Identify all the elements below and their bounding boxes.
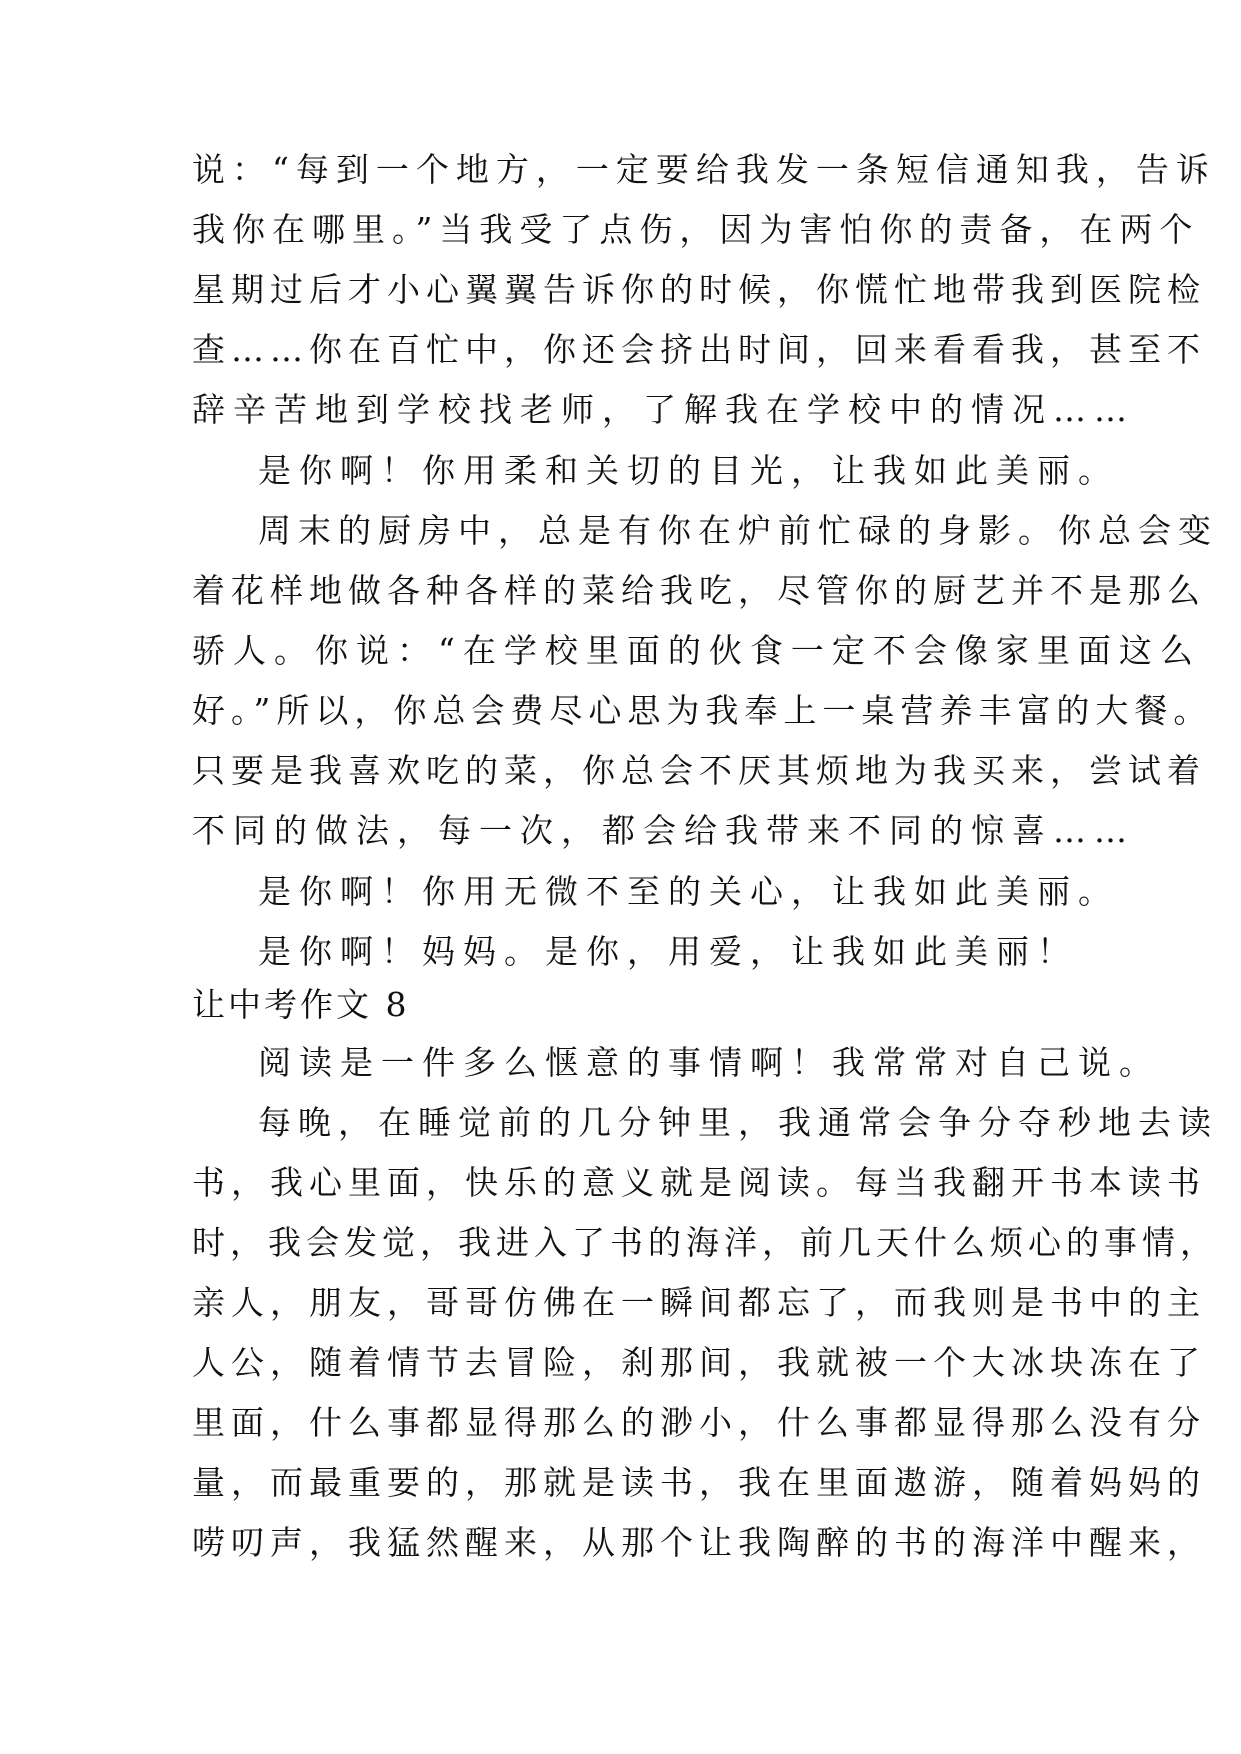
text-line: 亲人，朋友，哥哥仿佛在一瞬间都忘了，而我则是书中的主 <box>192 1283 1206 1322</box>
text-line: 不同的做法，每一次，都会给我带来不同的惊喜…… <box>192 811 1135 850</box>
text-line: 量，而最重要的，那就是读书，我在里面遨游，随着妈妈的 <box>192 1463 1206 1502</box>
text-line: 说：“每到一个地方，一定要给我发一条短信通知我，告诉 <box>192 150 1216 189</box>
text-line: 里面，什么事都显得那么的渺小，什么事都显得那么没有分 <box>192 1403 1206 1442</box>
text-line: 骄人。你说：“在学校里面的伙食一定不会像家里面这么 <box>192 631 1201 670</box>
text-line: 星期过后才小心翼翼告诉你的时候，你慌忙地带我到医院检 <box>192 270 1206 309</box>
text-line: 是你啊！妈妈。是你，用爱，让我如此美丽！ <box>258 932 1078 971</box>
text-line: 唠叨声，我猛然醒来，从那个让我陶醉的书的海洋中醒来， <box>192 1523 1206 1562</box>
section-heading: 让中考作文 8 <box>192 985 410 1024</box>
text-line: 人公，随着情节去冒险，刹那间，我就被一个大冰块冻在了 <box>192 1343 1206 1382</box>
text-line: 是你啊！你用柔和关切的目光，让我如此美丽。 <box>258 451 1119 490</box>
text-line: 阅读是一件多么惬意的事情啊！我常常对自己说。 <box>258 1043 1160 1082</box>
text-line: 查……你在百忙中，你还会挤出时间，回来看看我，甚至不 <box>192 330 1206 369</box>
text-line: 是你啊！你用无微不至的关心，让我如此美丽。 <box>258 872 1119 911</box>
text-line: 每晚，在睡觉前的几分钟里，我通常会争分夺秒地去读 <box>258 1103 1218 1142</box>
text-line: 周末的厨房中，总是有你在炉前忙碌的身影。你总会变 <box>258 511 1218 550</box>
text-line: 着花样地做各种各样的菜给我吃，尽管你的厨艺并不是那么 <box>192 571 1206 610</box>
text-line: 时，我会发觉，我进入了书的海洋，前几天什么烦心的事情， <box>192 1223 1218 1262</box>
text-line: 只要是我喜欢吃的菜，你总会不厌其烦地为我买来，尝试着 <box>192 751 1206 790</box>
text-line: 书，我心里面，快乐的意义就是阅读。每当我翻开书本读书 <box>192 1163 1206 1202</box>
text-line: 好。”所以，你总会费尽心思为我奉上一桌营养丰富的大餐。 <box>192 691 1213 730</box>
text-line: 我你在哪里。”当我受了点伤，因为害怕你的责备，在两个 <box>192 210 1200 249</box>
text-line: 辞辛苦地到学校找老师，了解我在学校中的情况…… <box>192 390 1135 429</box>
